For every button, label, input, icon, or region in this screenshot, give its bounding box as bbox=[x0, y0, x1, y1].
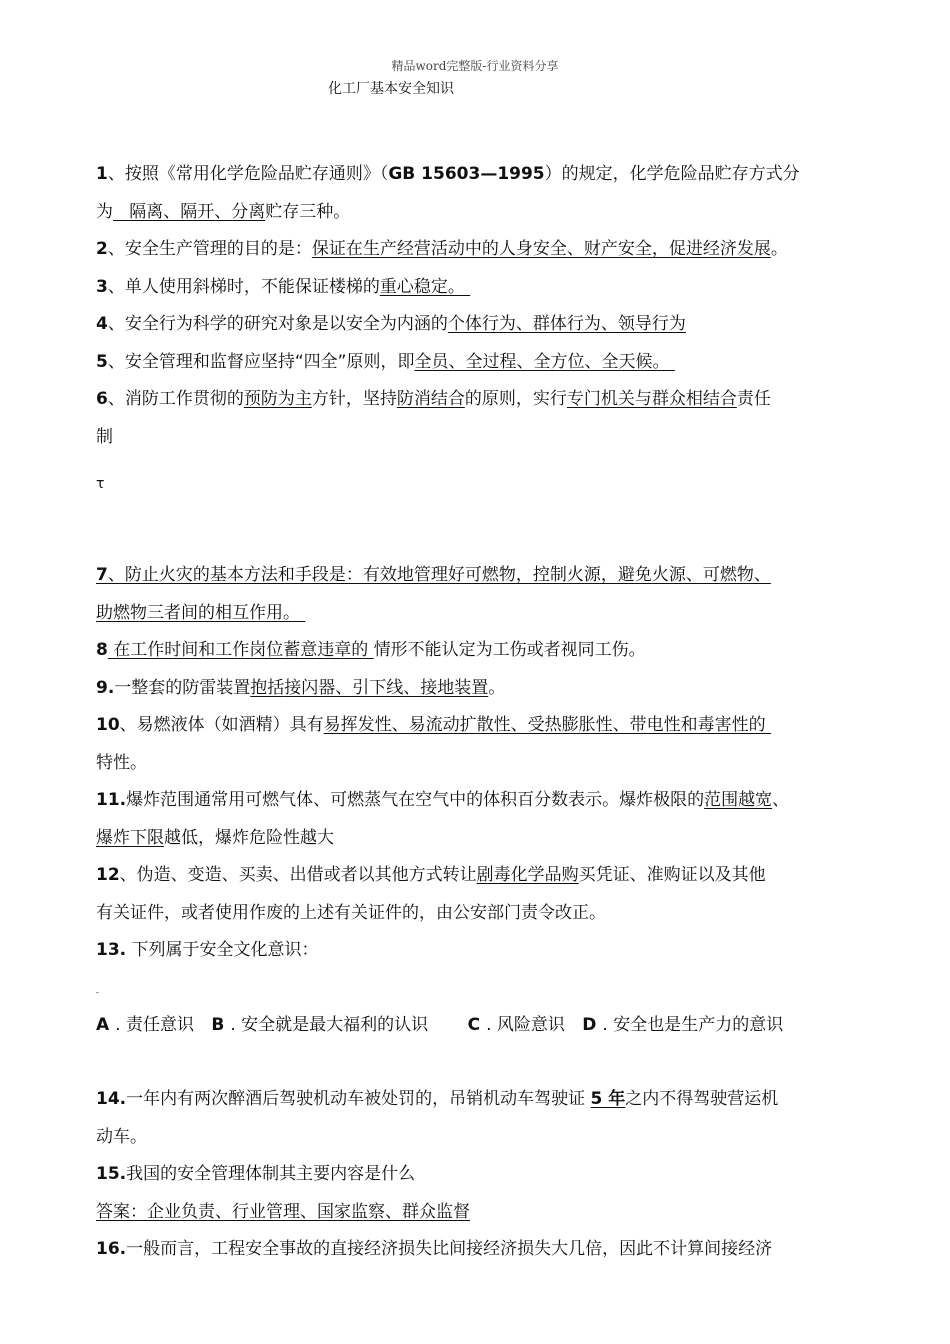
question-number: 3 bbox=[96, 276, 108, 297]
option-text: . 风险意识 bbox=[486, 1014, 565, 1035]
answer-text: 范围越宽 bbox=[704, 790, 773, 810]
question-text: 的原则，实行 bbox=[464, 389, 567, 409]
question-13-options bbox=[96, 1007, 856, 1045]
question-text: 、安全管理和监督应坚持“四全”原则，即 bbox=[107, 351, 415, 372]
question-text: 、按照《常用化学危险品贮存通则》（ bbox=[107, 164, 389, 184]
document-body bbox=[96, 156, 856, 1269]
question-11-cont bbox=[96, 820, 856, 858]
question-number: 11. bbox=[96, 790, 127, 810]
question-15-answer bbox=[96, 1194, 856, 1232]
option-text: . 责任意识 bbox=[115, 1014, 194, 1035]
question-9 bbox=[96, 670, 856, 708]
option-d bbox=[582, 1015, 789, 1035]
question-12-cont bbox=[96, 895, 856, 933]
answer-text: 专门机关与群众相结合 bbox=[566, 389, 737, 409]
question-text: 买凭证、准购证以及其他 bbox=[578, 865, 766, 885]
question-7-cont bbox=[96, 595, 856, 633]
question-13 bbox=[96, 932, 856, 970]
question-text: 下列属于安全文化意识： bbox=[126, 940, 319, 960]
question-5 bbox=[96, 344, 856, 382]
question-number: 7 bbox=[96, 565, 108, 585]
answer-text: 爆炸下限 bbox=[96, 827, 164, 848]
question-text: 为 bbox=[96, 201, 113, 222]
question-text: 、消防工作贯彻的 bbox=[107, 389, 244, 409]
question-text: 情形不能认定为工伤或者视同工伤。 bbox=[373, 640, 646, 660]
question-text: 、安全行为科学的研究对象是以安全为内涵的 bbox=[107, 314, 448, 334]
standard-code: GB 15603—1995 bbox=[388, 164, 545, 184]
question-text: ）的规定，化学危险品贮存方式分 bbox=[544, 164, 800, 184]
question-text: 。 bbox=[770, 239, 788, 259]
question-text: 、单人使用斜梯时，不能保证楼梯的 bbox=[107, 276, 380, 297]
answer-text: 易挥发性、易流动扩散性、受热膨胀性、带电性和毒害性的 bbox=[323, 715, 772, 735]
question-number: 4 bbox=[96, 314, 108, 334]
question-number: 13. bbox=[96, 940, 127, 960]
question-number: 1 bbox=[96, 164, 108, 184]
question-10-cont bbox=[96, 745, 856, 783]
question-text: 特性。 bbox=[96, 752, 147, 773]
answer-text: 预防为主 bbox=[243, 389, 312, 409]
option-letter: A bbox=[96, 1014, 110, 1035]
question-text: 、易燃液体（如酒精）具有 bbox=[119, 715, 324, 735]
question-text: 爆炸范围通常用可燃气体、可燃蒸气在空气中的体积百分数表示。爆炸极限的 bbox=[126, 790, 705, 810]
question-3 bbox=[96, 269, 856, 307]
answer-text: 接闪器、引下线、接地装置 bbox=[284, 677, 489, 698]
question-text: 。 bbox=[488, 677, 506, 698]
document-title: 化工厂基本安全知识 bbox=[328, 81, 454, 97]
document-header: 精品word完整版-行业资料分享 bbox=[391, 59, 559, 73]
stray-mark: - bbox=[96, 987, 99, 997]
option-b bbox=[211, 1015, 434, 1035]
question-text: 责任 bbox=[736, 389, 771, 409]
question-2 bbox=[96, 231, 856, 269]
option-letter: D bbox=[582, 1014, 597, 1035]
question-number: 10 bbox=[96, 715, 120, 735]
question-8 bbox=[96, 632, 856, 670]
question-text: 之内不得驾驶营运机 bbox=[625, 1089, 779, 1109]
option-text: . 安全也是生产力的意识 bbox=[602, 1014, 784, 1035]
option-c bbox=[468, 1015, 571, 1035]
question-text: 一整套的防雷装置 bbox=[114, 677, 251, 698]
question-6 bbox=[96, 381, 856, 419]
question-11 bbox=[96, 782, 856, 820]
answer-text: 防消结合 bbox=[396, 389, 465, 409]
question-text: 方针，坚持 bbox=[311, 389, 397, 409]
question-text: 越低，爆炸危险性越大 bbox=[164, 827, 334, 848]
question-text: 一般而言，工程安全事故的直接经济损失比间接经济损失大几倍，因此不计算间接经济 bbox=[126, 1239, 773, 1259]
question-number: 14. bbox=[96, 1089, 127, 1109]
spacer bbox=[96, 1044, 856, 1081]
answer-text: 、防止火灾的基本方法和手段是：有效地管理好可燃物，控制火源，避免火源、可燃物、 bbox=[107, 565, 771, 585]
question-number: 2 bbox=[96, 239, 108, 259]
question-14-cont bbox=[96, 1119, 856, 1157]
question-number: 12 bbox=[96, 865, 120, 885]
option-a bbox=[96, 1015, 200, 1035]
question-4 bbox=[96, 306, 856, 344]
answer-text: 在工作时间和工作岗位蓄意违章的 bbox=[107, 640, 374, 660]
question-text: 动车。 bbox=[96, 1126, 147, 1147]
question-10 bbox=[96, 707, 856, 745]
question-number: 5 bbox=[96, 351, 108, 372]
answer-text: 抱括 bbox=[250, 677, 285, 698]
question-6-cont bbox=[96, 419, 856, 457]
question-7 bbox=[96, 557, 856, 595]
option-letter: C bbox=[467, 1014, 481, 1035]
question-number: 9. bbox=[96, 677, 115, 698]
question-text: 我国的安全管理体制其主要内容是什么 bbox=[126, 1164, 416, 1184]
question-text: 、安全生产管理的目的是： bbox=[107, 239, 312, 259]
spacer bbox=[96, 520, 856, 557]
answer-text: 剧毒化学品购 bbox=[476, 865, 579, 885]
question-12 bbox=[96, 857, 856, 895]
question-14 bbox=[96, 1081, 856, 1119]
question-15 bbox=[96, 1156, 856, 1194]
question-text: 一年内有两次醉酒后驾驶机动车被处罚的，吊销机动车驾驶证 bbox=[126, 1089, 591, 1109]
stray-mark: τ bbox=[96, 476, 105, 492]
question-text: 、 bbox=[772, 790, 790, 810]
answer-text: 答案：企业负责、行业管理、国家监察、群众监督 bbox=[96, 1201, 470, 1222]
question-text: 贮存三种。 bbox=[265, 201, 351, 222]
answer-text: 重心稳定。 bbox=[379, 276, 471, 297]
question-text: 有关证件，或者使用作废的上述有关证件的，由公安部门责令改正。 bbox=[96, 902, 606, 923]
answer-text: 保证在生产经营活动中的人身安全、财产安全，促进经济发展 bbox=[311, 239, 771, 259]
question-1-cont bbox=[96, 194, 856, 232]
option-letter: B bbox=[211, 1014, 225, 1035]
question-number: 15. bbox=[96, 1164, 127, 1184]
answer-text: 隔离、隔开、分离 bbox=[113, 201, 266, 222]
answer-text: 5 年 bbox=[590, 1089, 626, 1109]
question-text: 、伪造、变造、买卖、出借或者以其他方式转让 bbox=[119, 865, 477, 885]
question-number: 16. bbox=[96, 1239, 127, 1259]
answer-text: 个体行为、群体行为、领导行为 bbox=[447, 314, 686, 334]
answer-text: 助燃物三者间的相互作用。 bbox=[96, 602, 306, 623]
question-1 bbox=[96, 156, 856, 194]
question-number: 6 bbox=[96, 389, 108, 409]
question-text: 制 bbox=[96, 426, 113, 447]
answer-text: 全员、全过程、全方位、全天候。 bbox=[414, 351, 675, 372]
question-16 bbox=[96, 1231, 856, 1269]
option-text: . 安全就是最大福利的认识 bbox=[230, 1014, 429, 1035]
question-number: 8 bbox=[96, 640, 108, 660]
